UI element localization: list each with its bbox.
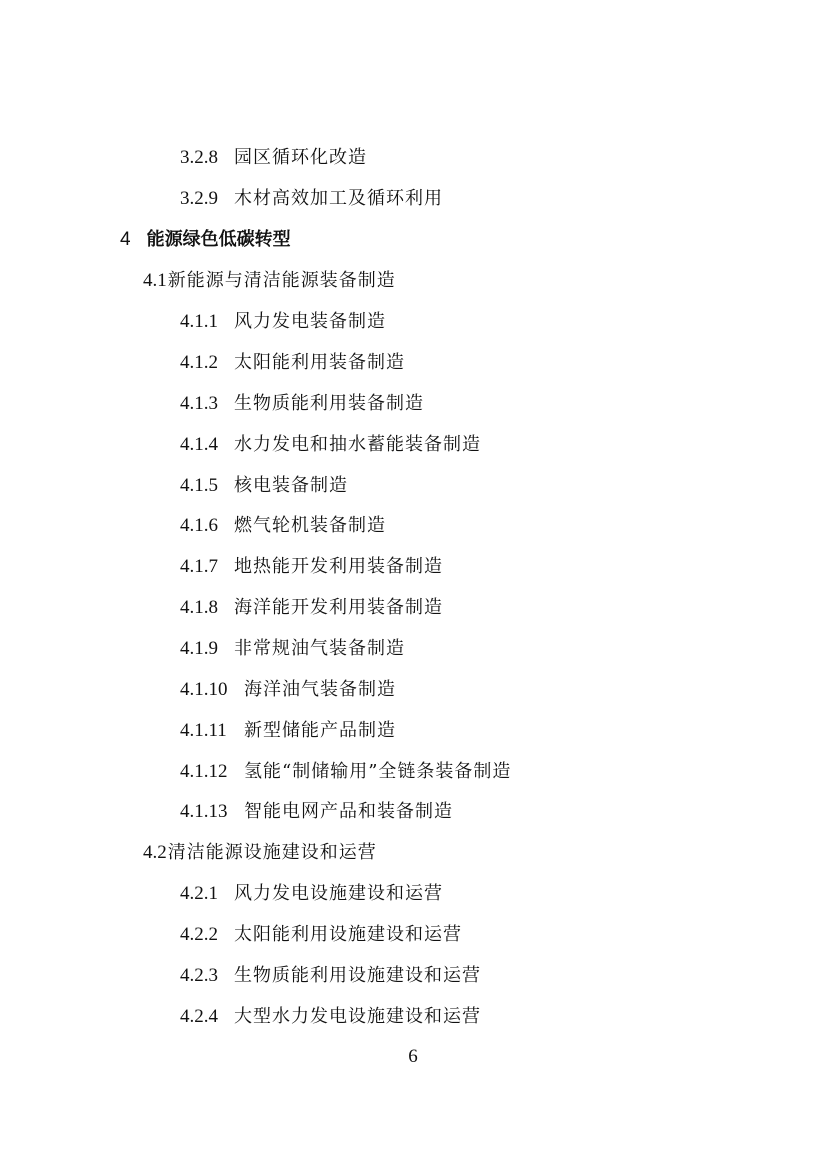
entry-number: 4.1.12 — [180, 761, 228, 782]
entry-title: 风力发电设施建设和运营 — [234, 883, 443, 904]
entry-number: 4.1.13 — [180, 801, 228, 822]
entry-number: 4.1.10 — [180, 679, 228, 700]
entry-number: 4.2.3 — [180, 965, 218, 986]
entry-title: 大型水力发电设施建设和运营 — [234, 1006, 481, 1027]
entry-title: 非常规油气装备制造 — [234, 638, 405, 659]
toc-entry-4-1-5 — [180, 475, 348, 497]
toc-entry-4-1-8 — [180, 597, 443, 619]
toc-entry-4-1-11 — [180, 720, 396, 742]
entry-title: 氢能“制储输用”全链条装备制造 — [244, 761, 512, 782]
entry-number: 4.1.6 — [180, 515, 218, 536]
section-title: 清洁能源设施建设和运营 — [167, 842, 377, 863]
toc-entry-4-1-13 — [180, 801, 453, 823]
entry-number: 4.2.1 — [180, 883, 218, 904]
section-number: 4.2 — [143, 842, 167, 863]
entry-title: 园区循环化改造 — [234, 147, 367, 168]
toc-entry-4-2-4 — [180, 1006, 481, 1028]
toc-entry-4-2-1 — [180, 883, 443, 905]
toc-entry-3-2-8 — [180, 147, 367, 169]
toc-entry-4-1-2 — [180, 352, 405, 374]
toc-entry-3-2-9 — [180, 188, 443, 210]
toc-entry-4-1-3 — [180, 393, 424, 415]
entry-number: 4.1.5 — [180, 475, 218, 496]
entry-title: 地热能开发利用装备制造 — [234, 556, 443, 577]
toc-entry-4-1-6 — [180, 515, 386, 537]
toc-entry-4-2-3 — [180, 965, 481, 987]
toc-entry-4-1-9 — [180, 638, 405, 660]
toc-section-4-1 — [143, 270, 396, 292]
toc-entry-4-1-10 — [180, 679, 396, 701]
entry-title: 海洋油气装备制造 — [244, 679, 396, 700]
toc-section-4-2 — [143, 842, 377, 864]
entry-title: 生物质能利用设施建设和运营 — [234, 965, 481, 986]
entry-title: 水力发电和抽水蓄能装备制造 — [234, 434, 481, 455]
entry-number: 4.2.2 — [180, 924, 218, 945]
chapter-number: 4 — [120, 229, 131, 250]
entry-number: 4.1.2 — [180, 352, 218, 373]
entry-title: 太阳能利用装备制造 — [234, 352, 405, 373]
entry-number: 3.2.8 — [180, 147, 218, 168]
section-number: 4.1 — [143, 270, 167, 291]
entry-number: 4.1.7 — [180, 556, 218, 577]
toc-entry-4-1-1 — [180, 311, 386, 333]
entry-title: 风力发电装备制造 — [234, 311, 386, 332]
entry-title: 燃气轮机装备制造 — [234, 515, 386, 536]
page-number: 6 — [408, 1046, 418, 1067]
entry-title: 海洋能开发利用装备制造 — [234, 597, 443, 618]
entry-title: 智能电网产品和装备制造 — [244, 801, 453, 822]
toc-chapter-4 — [120, 229, 291, 251]
entry-title: 生物质能利用装备制造 — [234, 393, 424, 414]
entry-number: 4.1.1 — [180, 311, 218, 332]
section-title: 新能源与清洁能源装备制造 — [167, 270, 396, 291]
entry-number: 4.1.11 — [180, 720, 227, 741]
entry-title: 太阳能利用设施建设和运营 — [234, 924, 462, 945]
entry-title: 核电装备制造 — [234, 475, 348, 496]
entry-number: 4.1.4 — [180, 434, 218, 455]
toc-entry-4-1-4 — [180, 434, 481, 456]
entry-number: 4.1.8 — [180, 597, 218, 618]
toc-entry-4-2-2 — [180, 924, 462, 946]
entry-number: 4.1.3 — [180, 393, 218, 414]
entry-number: 4.1.9 — [180, 638, 218, 659]
toc-entry-4-1-12 — [180, 761, 511, 783]
entry-title: 新型储能产品制造 — [244, 720, 396, 741]
entry-number: 3.2.9 — [180, 188, 218, 209]
entry-title: 木材高效加工及循环利用 — [234, 188, 443, 209]
entry-number: 4.2.4 — [180, 1006, 218, 1027]
toc-entry-4-1-7 — [180, 556, 443, 578]
chapter-title: 能源绿色低碳转型 — [146, 229, 291, 250]
